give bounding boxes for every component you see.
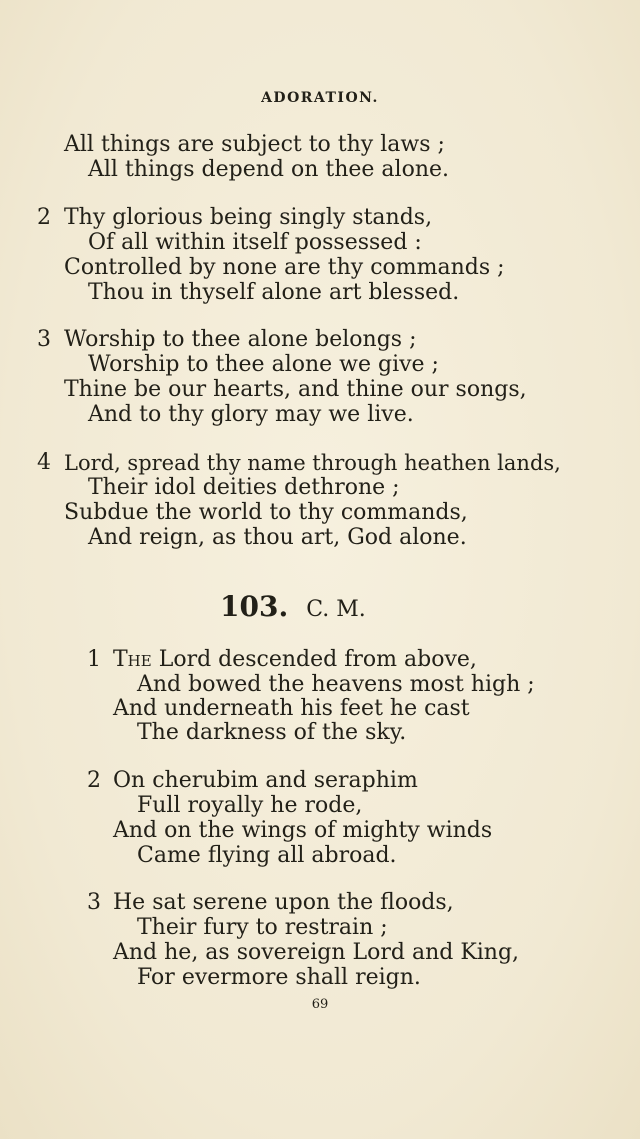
- verse-line: And he, as sovereign Lord and King,: [113, 940, 520, 965]
- verse-number: 2: [87, 768, 101, 793]
- verse-line: On cherubim and seraphim: [113, 768, 418, 793]
- verse-line: He sat serene upon the floods,: [113, 890, 454, 915]
- verse-line: Came flying all abroad.: [137, 843, 397, 868]
- verse-line: Worship to thee alone we give ;: [88, 352, 439, 377]
- first-word: The: [113, 647, 152, 672]
- verse-line: Thine be our hearts, and thine our songs,: [64, 377, 527, 402]
- verse-line: Of all within itself possessed :: [88, 230, 422, 255]
- first-line-rest: Lord descended from above,: [151, 647, 477, 672]
- hymn-meter: C. M.: [306, 597, 366, 622]
- verse-line: And underneath his feet he cast: [113, 696, 470, 721]
- hymn-heading: [220, 590, 366, 623]
- verse-line: And to thy glory may we live.: [88, 402, 414, 427]
- verse-line: [113, 648, 477, 672]
- verse-line: All things are subject to thy laws ;: [64, 132, 445, 157]
- verse-number: 1: [87, 647, 101, 672]
- verse-line: Thou in thyself alone art blessed.: [88, 280, 460, 305]
- verse-number: 3: [87, 890, 101, 915]
- verse-number: 3: [37, 327, 51, 352]
- verse-line: And bowed the heavens most high ;: [137, 672, 535, 697]
- verse-line: Lord, spread thy name through heathen lands,: [64, 451, 561, 475]
- page-number: 69: [311, 997, 329, 1012]
- verse-line: Subdue the world to thy commands,: [64, 500, 468, 525]
- verse-line: Full royally he rode,: [137, 793, 363, 818]
- verse-line: All things depend on thee alone.: [88, 157, 450, 182]
- verse-line: Their fury to restrain ;: [137, 915, 388, 940]
- verse-line: And on the wings of mighty winds: [113, 818, 493, 843]
- running-header: ADORATION.: [261, 90, 379, 106]
- hymn-number: 103.: [220, 590, 289, 623]
- verse-line: Controlled by none are thy commands ;: [64, 255, 505, 280]
- verse-line: Their idol deities dethrone ;: [88, 475, 400, 500]
- verse-line: Thy glorious being singly stands,: [64, 205, 433, 230]
- verse-line: And reign, as thou art, God alone.: [88, 525, 467, 550]
- verse-line: The darkness of the sky.: [137, 720, 407, 745]
- verse-line: For evermore shall reign.: [137, 965, 421, 990]
- verse-number: 4: [37, 450, 51, 475]
- verse-number: 2: [37, 205, 51, 230]
- verse-line: Worship to thee alone belongs ;: [64, 327, 417, 352]
